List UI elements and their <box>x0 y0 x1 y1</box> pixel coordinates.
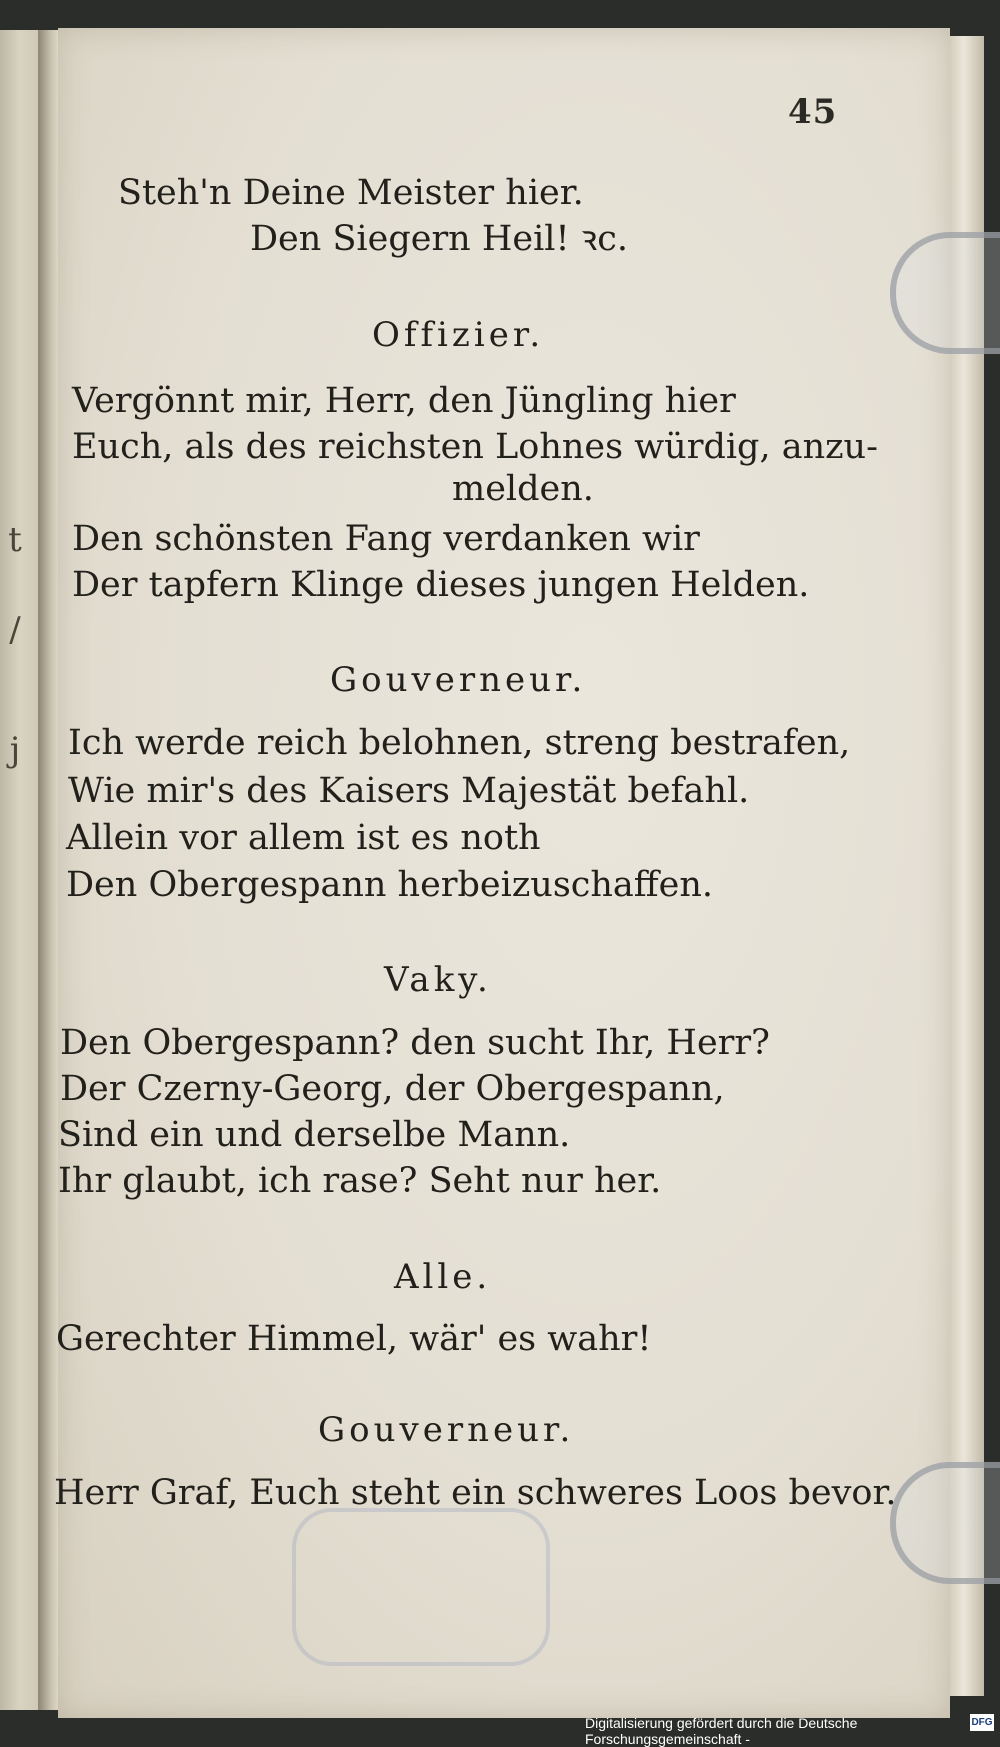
speaker-heading: Vaky. <box>384 960 492 1000</box>
verse-line: Euch, als des reichsten Lohnes würdig, anzu- <box>72 427 878 467</box>
previous-page-edge <box>0 30 40 1710</box>
book-gutter <box>38 30 60 1710</box>
verse-line: Den Obergespann herbeizuschaffen. <box>66 865 714 905</box>
dfg-logo-icon: DFG <box>970 1714 994 1731</box>
verse-line: Wie mir's des Kaisers Majestät befahl. <box>68 771 750 811</box>
verse-line: Gerechter Himmel, wär' es wahr! <box>56 1319 652 1359</box>
verse-line: Sind ein und derselbe Mann. <box>58 1115 571 1155</box>
verse-line: Der Czerny-Georg, der Obergespann, <box>60 1069 725 1109</box>
verse-line: Den schönsten Fang verdanken wir <box>72 519 700 559</box>
verse-line: Ich werde reich belohnen, streng bestrafen, <box>68 723 851 763</box>
previous-page-fragment: j <box>9 730 21 770</box>
verse-line: Vergönnt mir, Herr, den Jüngling hier <box>72 381 736 421</box>
speaker-heading: Offizier. <box>372 315 545 355</box>
library-stamp <box>292 1508 550 1666</box>
verse-line: Ihr glaubt, ich rase? Seht nur her. <box>58 1161 662 1201</box>
verse-line: Herr Graf, Euch steht ein schweres Loos bevor. <box>54 1473 897 1513</box>
page-number: 45 <box>788 92 838 132</box>
previous-page-fragment: / <box>9 610 21 650</box>
verse-line: Allein vor allem ist es noth <box>66 818 541 858</box>
page-clip-icon <box>890 232 1000 354</box>
verse-line: Steh'n Deine Meister hier. <box>118 173 584 213</box>
digitization-credit: Digitalisierung gefördert durch die Deutsche Forschungsgemeinschaft - <box>585 1715 858 1747</box>
speaker-heading: Gouverneur. <box>318 1410 575 1450</box>
speaker-heading: Gouverneur. <box>330 660 587 700</box>
verse-line: Der tapfern Klinge dieses jungen Helden. <box>72 565 810 605</box>
verse-line: Den Siegern Heil! ꝛc. <box>250 219 628 259</box>
speaker-heading: Alle. <box>394 1257 492 1297</box>
page-clip-icon <box>890 1462 1000 1584</box>
verse-line: Den Obergespann? den sucht Ihr, Herr? <box>60 1023 770 1063</box>
previous-page-fragment: t <box>8 520 22 560</box>
verse-line-continuation: melden. <box>452 469 594 509</box>
